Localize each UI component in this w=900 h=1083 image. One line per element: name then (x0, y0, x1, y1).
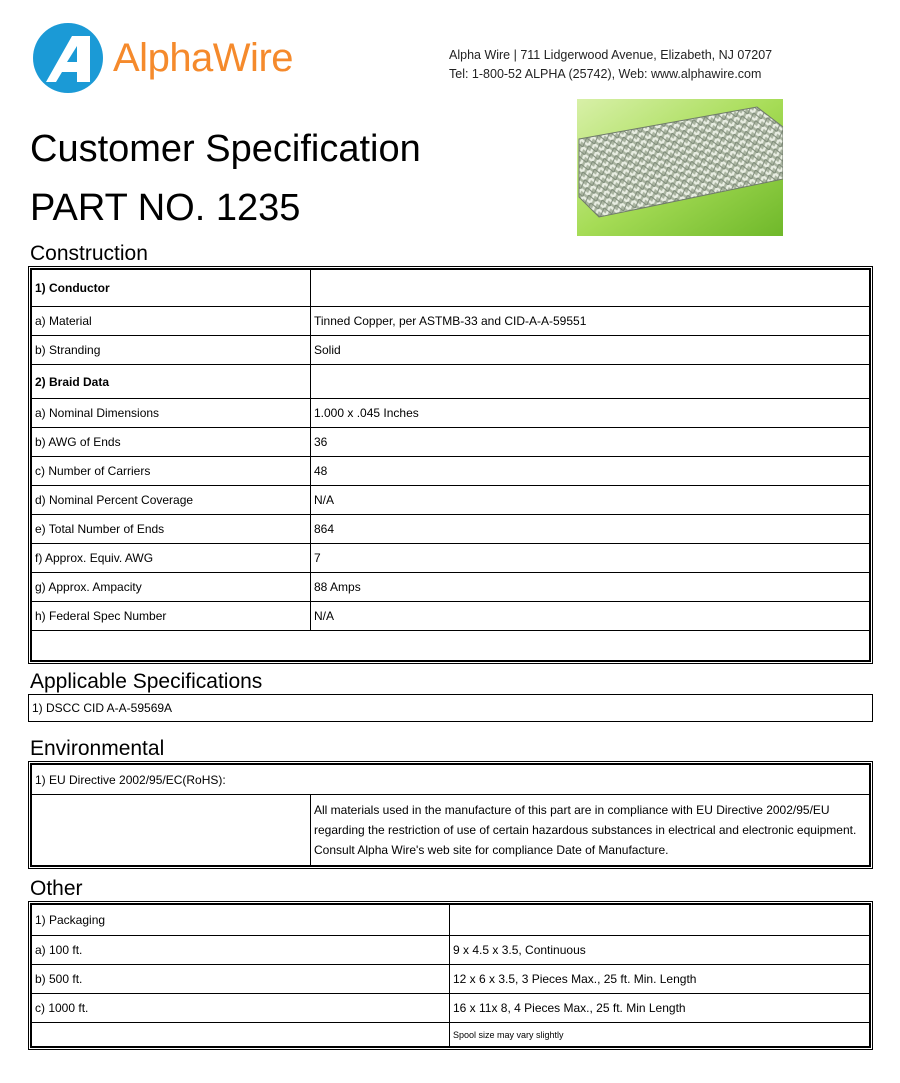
part-number: PART NO. 1235 (30, 187, 301, 229)
row-label: g) Approx. Ampacity (32, 573, 311, 602)
table-row (32, 457, 870, 486)
row-value (311, 365, 870, 399)
table-row (32, 631, 870, 661)
directive-label: 1) EU Directive 2002/95/EC(RoHS): (32, 765, 870, 795)
section-title-other: Other (30, 877, 83, 900)
row-label: a) Nominal Dimensions (32, 399, 311, 428)
environmental-table (28, 761, 873, 869)
section-title-construction: Construction (30, 242, 148, 265)
row-label (32, 1023, 450, 1047)
row-label: b) AWG of Ends (32, 428, 311, 457)
table-row (32, 994, 870, 1023)
applicable-specs-table (28, 694, 873, 722)
row-label: h) Federal Spec Number (32, 602, 311, 631)
row-value: 88 Amps (311, 573, 870, 602)
row-label: a) Material (32, 307, 311, 336)
company-address (449, 46, 772, 84)
row-value: 1.000 x .045 Inches (311, 399, 870, 428)
row-label: d) Nominal Percent Coverage (32, 486, 311, 515)
row-value: 9 x 4.5 x 3.5, Continuous (450, 936, 870, 965)
braided-wire-photo (577, 99, 783, 236)
row-value: 864 (311, 515, 870, 544)
table-row (32, 905, 870, 936)
table-row (32, 965, 870, 994)
section-title-applicable-specifications: Applicable Specifications (30, 670, 263, 693)
row-value: Solid (311, 336, 870, 365)
row-label: a) 100 ft. (32, 936, 450, 965)
spool-note: Spool size may vary slightly (450, 1023, 870, 1047)
row-label: c) Number of Carriers (32, 457, 311, 486)
row-label: 1) Conductor (32, 270, 311, 307)
table-row (32, 765, 870, 795)
row-value: N/A (311, 602, 870, 631)
table-row (32, 270, 870, 307)
table-row (32, 399, 870, 428)
row-empty (32, 631, 870, 661)
row-value: 48 (311, 457, 870, 486)
section-title-environmental: Environmental (30, 737, 165, 760)
row-value: N/A (311, 486, 870, 515)
row-label: c) 1000 ft. (32, 994, 450, 1023)
table-row (32, 795, 870, 866)
row-value: 12 x 6 x 3.5, 3 Pieces Max., 25 ft. Min. Length (450, 965, 870, 994)
row-value: Tinned Copper, per ASTMB-33 and CID-A-A-59551 (311, 307, 870, 336)
construction-table (28, 266, 873, 664)
logo-wordmark: AlphaWire (113, 36, 294, 80)
table-row (32, 1023, 870, 1047)
address-line-2: Tel: 1-800-52 ALPHA (25742), Web: www.alphawire.com (449, 67, 762, 81)
row-value: 7 (311, 544, 870, 573)
rohs-compliance-text: All materials used in the manufacture of this part are in compliance with EU Directive 2002/95/EU regarding the restriction of use of certain hazardous substances in electrical and electronic equipment. Consult Alpha Wire's web site for compliance Date of Manufacture. (311, 795, 870, 866)
row-label: b) Stranding (32, 336, 311, 365)
table-row (32, 365, 870, 399)
spec-item: 1) DSCC CID A-A-59569A (32, 701, 173, 715)
row-label: f) Approx. Equiv. AWG (32, 544, 311, 573)
row-label: b) 500 ft. (32, 965, 450, 994)
row-value: 36 (311, 428, 870, 457)
row-empty (32, 795, 311, 866)
table-row (32, 573, 870, 602)
page-title: Customer Specification (30, 128, 421, 170)
table-row (32, 515, 870, 544)
table-row (32, 602, 870, 631)
row-label: e) Total Number of Ends (32, 515, 311, 544)
table-row (32, 307, 870, 336)
table-row (32, 544, 870, 573)
row-value (311, 270, 870, 307)
address-line-1: Alpha Wire | 711 Lidgerwood Avenue, Elizabeth, NJ 07207 (449, 48, 773, 62)
table-row (29, 695, 872, 721)
row-label: 2) Braid Data (32, 365, 311, 399)
table-row (32, 336, 870, 365)
table-row (32, 428, 870, 457)
table-row (32, 486, 870, 515)
row-value: 16 x 11x 8, 4 Pieces Max., 25 ft. Min Length (450, 994, 870, 1023)
other-table (28, 901, 873, 1050)
table-row (32, 936, 870, 965)
row-value (450, 905, 870, 936)
row-label: 1) Packaging (32, 905, 450, 936)
